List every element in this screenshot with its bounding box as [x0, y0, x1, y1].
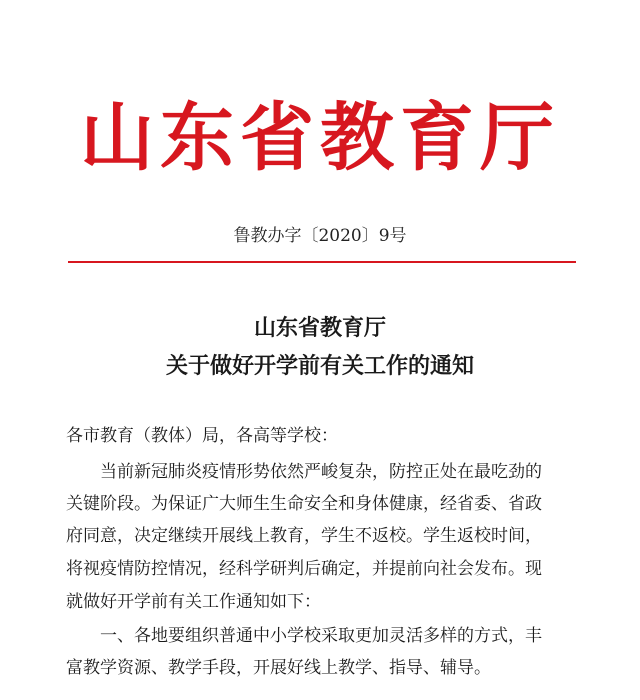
body-text-line: 一、各地要组织普通中小学校采取更加灵活多样的方式，丰: [66, 626, 542, 646]
body-text-line: 将视疫情防控情况，经科学研判后确定，并提前向社会发布。现: [66, 559, 542, 579]
body-text-line: 就做好开学前有关工作通知如下：: [66, 592, 321, 612]
body-text-line: 关键阶段。为保证广大师生生命安全和身体健康，经省委、省政: [66, 494, 542, 514]
notice-title-line-2: 关于做好开学前有关工作的通知: [165, 353, 474, 379]
body-text-line: 府同意，决定继续开展线上教育，学生不返校。学生返校时间，: [66, 526, 542, 546]
notice-title-line-1: 山东省教育厅: [253, 315, 386, 341]
addressee-line: 各市教育（教体）局，各高等学校：: [66, 426, 338, 446]
body-text-line: 富教学资源、教学手段，开展好线上教学、指导、辅导。: [66, 658, 491, 678]
red-divider-line: [68, 261, 576, 263]
document-number: 鲁教办字〔2020〕9号: [233, 226, 407, 246]
body-text-line: 当前新冠肺炎疫情形势依然严峻复杂，防控正处在最吃劲的: [66, 462, 542, 482]
masthead-title: 山东省教育厅: [80, 95, 560, 181]
